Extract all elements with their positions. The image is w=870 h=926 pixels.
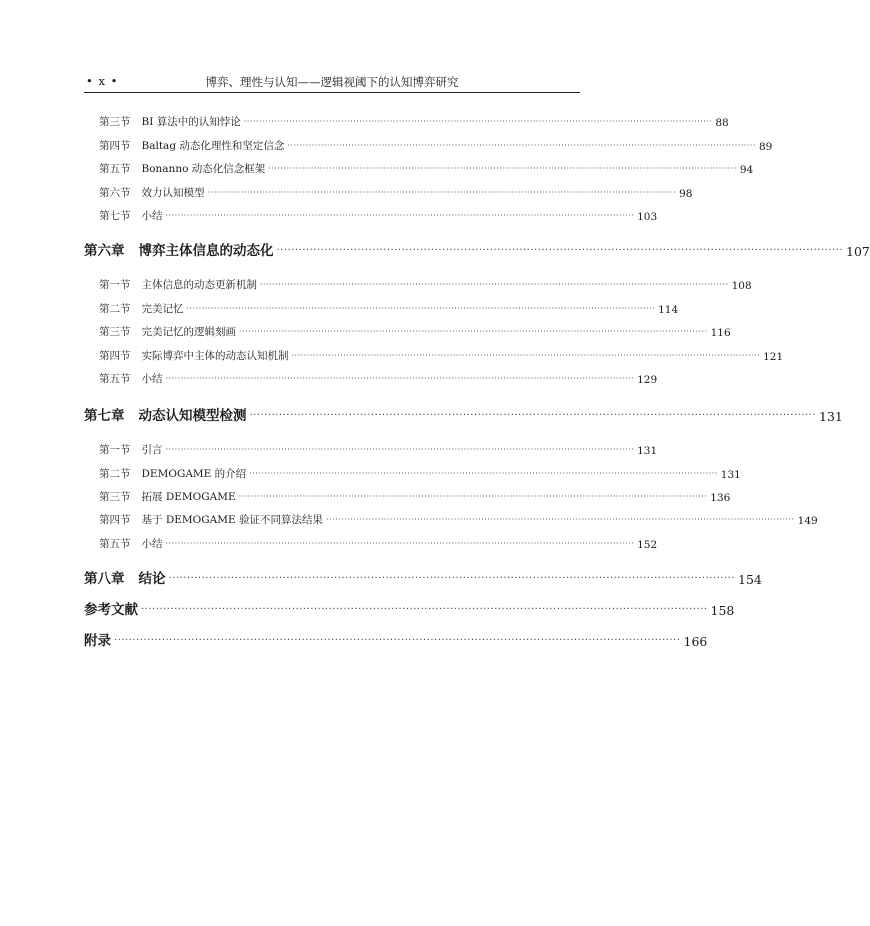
section-title: 完美记忆的逻辑刻画 bbox=[141, 326, 236, 339]
section-title: BI 算法中的认知悖论 bbox=[141, 116, 241, 129]
page-number: 131 bbox=[637, 445, 658, 458]
page-number: 108 bbox=[731, 280, 752, 293]
section-title: 效力认知模型 bbox=[141, 186, 205, 199]
toc-entry-section[interactable] bbox=[84, 292, 679, 316]
appendix-title: 附录 bbox=[84, 632, 111, 649]
dot-leader: ·························································································································································· bbox=[165, 210, 635, 220]
toc-entry-chapter[interactable] bbox=[84, 223, 870, 259]
section-title: DEMOGAME 的介绍 bbox=[141, 467, 247, 480]
toc-entry-section[interactable] bbox=[84, 153, 754, 177]
page-number: 158 bbox=[710, 602, 735, 618]
toc-entry-section[interactable] bbox=[84, 481, 731, 505]
dot-leader: ·························································································································································· bbox=[268, 164, 737, 174]
page-number: 129 bbox=[637, 373, 658, 386]
dot-leader: ·························································································································································· bbox=[243, 117, 713, 127]
page-number: 98 bbox=[679, 187, 693, 200]
references-title: 参考文献 bbox=[84, 601, 138, 618]
section-title: 实际博弈中主体的动态认知机制 bbox=[141, 349, 289, 362]
toc-entry-section[interactable] bbox=[84, 176, 693, 200]
running-header bbox=[84, 72, 580, 93]
section-number: 第三节 bbox=[99, 116, 131, 129]
page-number: 131 bbox=[819, 408, 843, 424]
section-number: 第五节 bbox=[99, 372, 131, 385]
toc-entry-chapter[interactable] bbox=[84, 386, 843, 424]
page-number: 149 bbox=[797, 515, 818, 528]
section-title: 拓展 DEMOGAME bbox=[141, 491, 236, 504]
dot-leader: ·························································································································································· bbox=[141, 603, 708, 615]
toc-entry-section[interactable] bbox=[84, 129, 773, 153]
section-number: 第三节 bbox=[99, 491, 131, 504]
toc-entry-section[interactable] bbox=[84, 434, 658, 458]
page-number: 152 bbox=[637, 538, 658, 551]
page-number: 121 bbox=[763, 350, 784, 363]
toc-entry-section[interactable] bbox=[84, 106, 729, 130]
dot-leader: ·························································································································································· bbox=[239, 327, 708, 337]
toc-entry-section[interactable] bbox=[84, 316, 731, 340]
page-number: 154 bbox=[738, 571, 762, 587]
section-number: 第五节 bbox=[99, 537, 131, 550]
section-title: 主体信息的动态更新机制 bbox=[141, 279, 257, 292]
toc-entry-section[interactable] bbox=[84, 200, 658, 223]
section-number: 第三节 bbox=[99, 326, 131, 339]
section-number: 第六节 bbox=[99, 186, 131, 199]
dot-leader: ·························································································································································· bbox=[238, 492, 708, 502]
page-number: 89 bbox=[759, 140, 773, 153]
chapter-number: 第六章 bbox=[84, 242, 125, 259]
page-number: 166 bbox=[683, 633, 708, 649]
page-number: 88 bbox=[715, 117, 729, 130]
page-number: 103 bbox=[637, 210, 658, 223]
section-number: 第四节 bbox=[99, 514, 131, 527]
section-title: 基于 DEMOGAME 验证不同算法结果 bbox=[141, 514, 324, 527]
section-number: 第五节 bbox=[99, 163, 131, 176]
toc-entry-section[interactable] bbox=[84, 363, 658, 386]
chapter-title: 博弈主体信息的动态化 bbox=[138, 242, 274, 259]
dot-leader: ·························································································································································· bbox=[165, 373, 635, 383]
section-number: 第七节 bbox=[99, 209, 131, 222]
section-number: 第二节 bbox=[99, 302, 131, 315]
page-number: 107 bbox=[846, 243, 870, 259]
dot-leader: ·························································································································································· bbox=[165, 445, 635, 455]
section-number: 第四节 bbox=[99, 349, 131, 362]
dot-leader: ·························································································································································· bbox=[168, 572, 736, 584]
section-title: Bonanno 动态化信念框架 bbox=[141, 163, 266, 176]
dot-leader: ·························································································································································· bbox=[114, 634, 681, 646]
toc-entry-section[interactable] bbox=[84, 269, 752, 293]
section-title: 小结 bbox=[141, 372, 163, 385]
dot-leader: ·························································································································································· bbox=[260, 280, 729, 290]
chapter-title: 动态认知模型检测 bbox=[138, 407, 247, 424]
dot-leader: ·························································································································································· bbox=[249, 409, 817, 421]
dot-leader: ·························································································································································· bbox=[165, 538, 635, 548]
dot-leader: ·························································································································································· bbox=[249, 468, 718, 478]
section-number: 第二节 bbox=[99, 467, 131, 480]
toc-entry-section[interactable] bbox=[84, 339, 784, 363]
toc-entry-appendix[interactable] bbox=[84, 618, 708, 649]
toc-entry-chapter[interactable] bbox=[84, 551, 762, 587]
section-title: 引言 bbox=[141, 444, 163, 457]
toc-entry-section[interactable] bbox=[84, 504, 818, 528]
page-number: 114 bbox=[658, 303, 679, 316]
toc-entry-section[interactable] bbox=[84, 457, 741, 481]
page-number: 116 bbox=[710, 327, 731, 340]
page-number: 94 bbox=[739, 164, 754, 177]
page-number: 131 bbox=[720, 468, 741, 481]
section-number: 第一节 bbox=[99, 444, 131, 457]
page-number: 136 bbox=[710, 492, 731, 505]
table-of-contents bbox=[84, 106, 870, 649]
section-number: 第一节 bbox=[99, 279, 131, 292]
toc-entry-references[interactable] bbox=[84, 587, 735, 618]
section-number: 第四节 bbox=[99, 139, 131, 152]
dot-leader: ·························································································································································· bbox=[287, 140, 756, 150]
dot-leader: ·························································································································································· bbox=[326, 515, 795, 525]
section-title: 完美记忆 bbox=[141, 302, 184, 315]
dot-leader: ·························································································································································· bbox=[291, 350, 761, 360]
section-title: Baltag 动态化理性和坚定信念 bbox=[141, 139, 285, 152]
section-title: 小结 bbox=[141, 537, 163, 550]
chapter-title: 结论 bbox=[138, 570, 166, 587]
dot-leader: ·························································································································································· bbox=[207, 187, 677, 197]
section-title: 小结 bbox=[141, 209, 163, 222]
toc-entry-section[interactable] bbox=[84, 527, 658, 551]
chapter-number: 第七章 bbox=[84, 407, 125, 424]
chapter-number: 第八章 bbox=[84, 570, 125, 587]
dot-leader: ·························································································································································· bbox=[276, 244, 844, 256]
dot-leader: ·························································································································································· bbox=[186, 303, 656, 313]
header-book-title: 博弈、理性与认知——逻辑视阈下的认知博弈研究 bbox=[205, 75, 459, 89]
header-page-number: • x • bbox=[86, 74, 119, 88]
